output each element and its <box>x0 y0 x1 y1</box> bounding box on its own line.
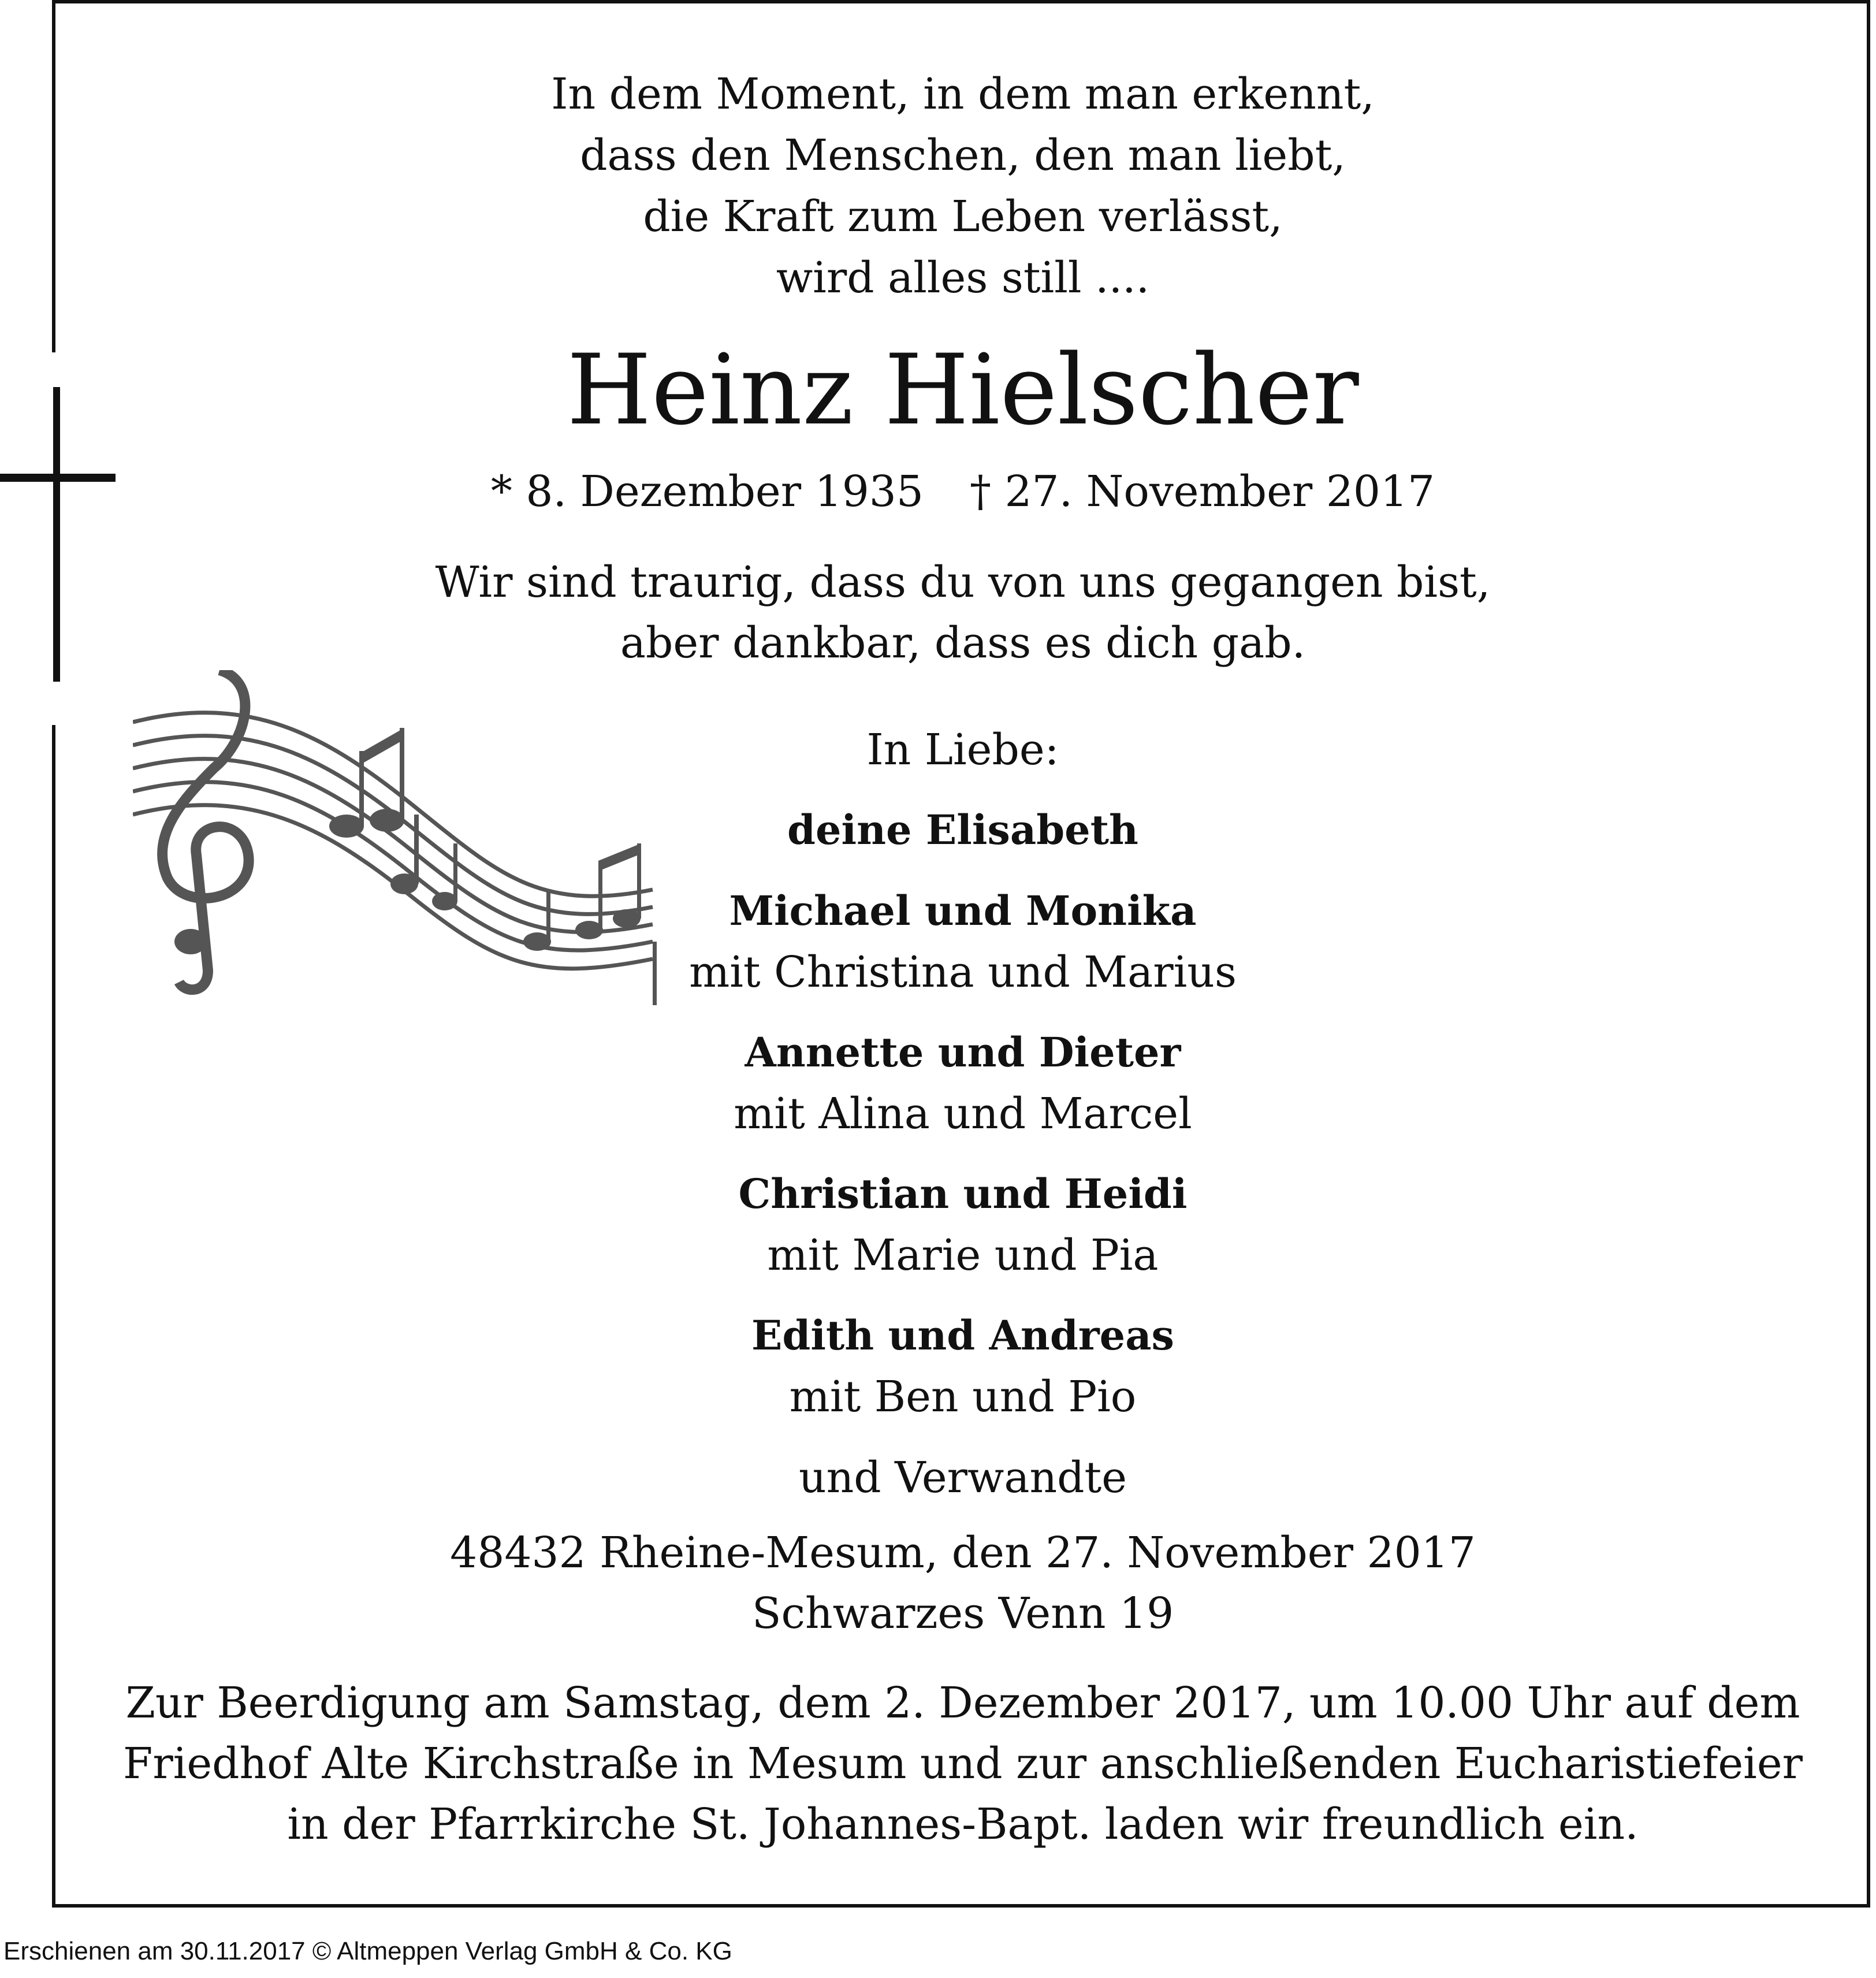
address-place-date: 48432 Rheine-Mesum, den 27. November 2017 <box>450 1528 1476 1578</box>
mourner-family-with: mit Christina und Marius <box>689 947 1237 997</box>
birth-date: * 8. Dezember 1935 <box>490 467 924 516</box>
mourner-family-main: Annette und Dieter <box>745 1028 1181 1076</box>
funeral-line: in der Pfarrkirche St. Johannes-Bapt. laden wir freundlich ein. <box>287 1799 1639 1849</box>
life-dates <box>55 467 1870 516</box>
mourner-family-with: mit Ben und Pio <box>789 1372 1137 1422</box>
mourner-family-with: mit Marie und Pia <box>767 1230 1159 1280</box>
publication-note: Erschienen am 30.11.2017 © Altmeppen Verlag GmbH & Co. KG <box>3 1937 732 1965</box>
mourners-intro: In Liebe: <box>866 725 1059 775</box>
funeral-line: Zur Beerdigung am Samstag, dem 2. Dezember 2017, um 10.00 Uhr auf dem <box>125 1678 1800 1728</box>
death-date: † 27. November 2017 <box>969 467 1435 516</box>
mourner-family-main: Christian und Heidi <box>738 1170 1188 1218</box>
funeral-line: Friedhof Alte Kirchstraße in Mesum und zur anschließenden Eucharistiefeier <box>122 1739 1803 1789</box>
motto-line: In dem Moment, in dem man erkennt, <box>551 69 1375 119</box>
motto-line: die Kraft zum Leben verlässt, <box>643 192 1283 241</box>
farewell-line: aber dankbar, dass es dich gab. <box>620 618 1306 668</box>
mourner-family-with: mit Alina und Marcel <box>734 1089 1192 1139</box>
mourner-family-main: Edith und Andreas <box>751 1311 1174 1359</box>
farewell-line: Wir sind traurig, dass du von uns gegangen bist, <box>435 557 1491 607</box>
motto-line: wird alles still .... <box>776 253 1150 303</box>
mourner-spouse: deine Elisabeth <box>787 806 1138 854</box>
deceased-name: Heinz Hielscher <box>567 333 1359 447</box>
mourner-relatives: und Verwandte <box>798 1453 1127 1503</box>
mourner-family-main: Michael und Monika <box>729 887 1197 935</box>
motto-line: dass den Menschen, den man liebt, <box>580 131 1346 180</box>
address-street: Schwarzes Venn 19 <box>751 1589 1174 1638</box>
